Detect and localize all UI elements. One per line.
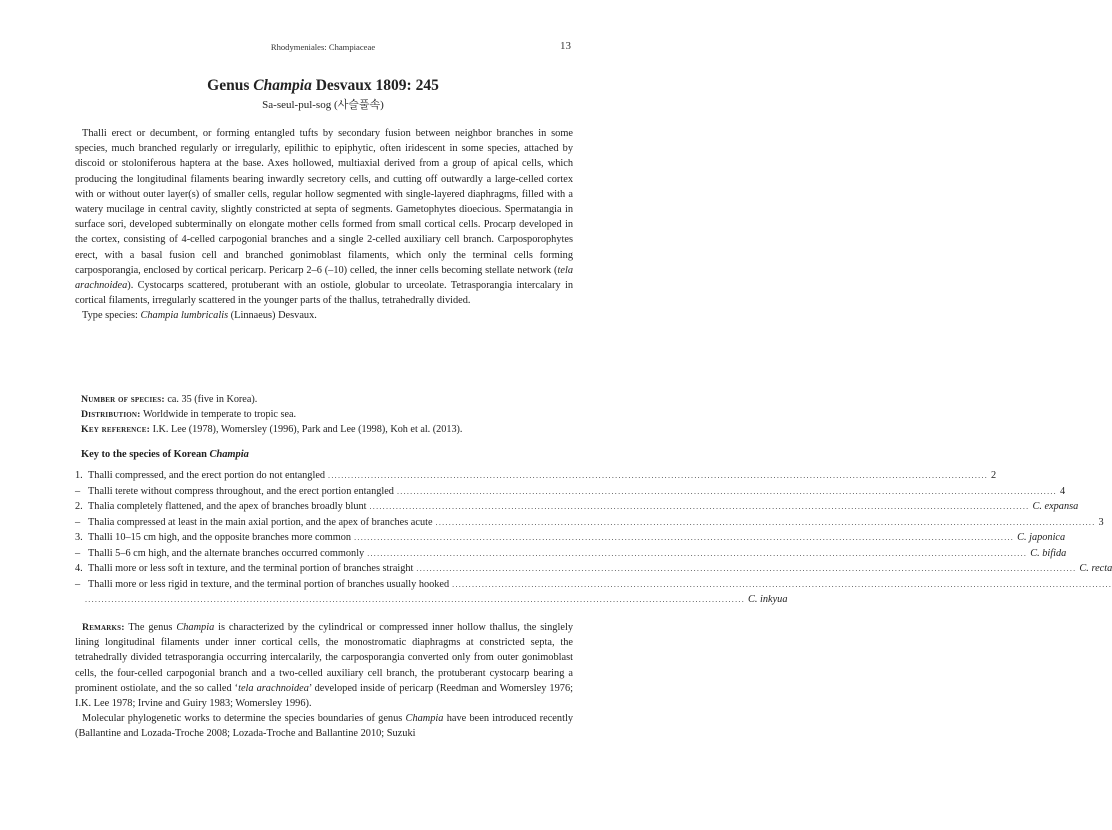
- key-leader-dots: ........................................................................................................................................................................................................: [367, 548, 1028, 558]
- key-row-text: Thalia completely flattened, and the apex of branches broadly blunt: [88, 501, 367, 512]
- key-row-number: 3.: [75, 532, 83, 543]
- description-paragraph: Thalli erect or decumbent, or forming entangled tufts by secondary fusion between neighbor branches in some species, much branched regularly or irregularly, epilithic to epiphytic, often iridescent in some species, attached by discoid or stoloniferous haptera at the base. Axes hollowed, multiaxial derived from a group of apical cells, which producing the longitudinal filaments bearing inwardly secretory cells, and cutting off outwardly a large-celled cortex with or without outer layer(s) of smaller cells, regular hollow segmented with single-layered diaphragms, filled with a watery mucilage in central cavity, slightly constricted at septa of segments. Gametophytes dioecious. Spermatangia in surface sori, developed subterminally on elongate mother cells formed from small cortical cells. Procarp developed in the cortex, consisting of 4-celled carpogonial branches and a single 2-celled auxiliary cell branch. Carposporophytes erect, with a basal fusion cell and branched gonimoblast filaments, which only the terminal cells forming carposporangia, enclosed by cortical pericarp. Pericarp 2–6 (–10) celled, the inner cells becoming stellate network (tela arachnoidea). Cystocarps scattered, protuberant with an ostiole, globular to urceolate. Tetrasporangia intercalary in cortical filaments, irregularly scattered in the younger parts of the thallus, tetrahedrally divided.: [75, 128, 573, 307]
- genus-title: Genus Champia Desvaux 1809: 245: [207, 77, 439, 94]
- distribution: Distribution: Worldwide in temperate to tropic sea.: [81, 409, 297, 420]
- key-row: [75, 546, 1067, 562]
- remarks-section: [75, 620, 573, 742]
- key-row-number: 4.: [75, 563, 83, 574]
- key-row-text: Thalli compressed, and the erect portion do not entangled: [88, 470, 326, 481]
- key-row-result: C. inkyua: [748, 594, 788, 605]
- key-row: [75, 530, 1066, 546]
- key-leader-dots: ........................................................................................................................................................................................................: [435, 517, 1096, 527]
- key-leader-dots: ........................................................................................................................................................................................................: [369, 502, 1030, 511]
- korean-name: Sa-seul-pul-sog (사슬풀속): [262, 99, 384, 111]
- genus-description: [75, 126, 573, 324]
- key-row-text: Thalli terete without compress throughout, and the erect portion entangled: [88, 485, 394, 497]
- key-row-result: C. recta: [1079, 563, 1112, 574]
- remarks-paragraph: Remarks: The genus Champia is characterized by the cylindrical or compressed inner hollow thallus, the singlely lining longitudinal filaments under inner cortical cells, the monostromatic diaphragms at constricted septa, the tetrahedrally divided tetrasporangia occurring intercalarily, the carposporangia converted only from outer gonimoblast cells, the four-celled carpogonial branch and a two-celled auxiliary cell branch, the protuberant cystocarp bearing a prominent ostiolate, and the so called ‘tela arachnoidea’ developed inside of pericarp (Reedman and Womersley 1976; I.K. Lee 1978; Irvine and Guiry 1983; Womersley 1996).: [75, 622, 573, 710]
- key-row-result: C. expansa: [1032, 501, 1079, 512]
- key-leader-dots: ........................................................................................................................................................................................................: [85, 595, 745, 604]
- key-leader-dots: ........................................................................................................................................................................................................: [416, 564, 1077, 573]
- key-row-number: –: [75, 516, 81, 528]
- key-row-text: Thalli 5–6 cm high, and the alternate branches occurred commonly: [88, 547, 365, 559]
- title-block: [0, 76, 646, 113]
- genus-title-name: Champia: [253, 77, 312, 94]
- key-row-text: Thalia compressed at least in the main axial portion, and the apex of branches acute: [88, 516, 433, 528]
- key-row: [75, 499, 1079, 515]
- number-of-species: Number of species: ca. 35 (five in Korea).: [81, 394, 258, 405]
- key-row-number: –: [75, 578, 81, 590]
- key-row: [75, 484, 1066, 500]
- key-row-number: 1.: [75, 470, 83, 481]
- key-leader-dots: ........................................................................................................................................................................................................: [452, 579, 1112, 589]
- key-row: [75, 592, 788, 608]
- key-row-result: C. japonica: [1017, 532, 1066, 543]
- species-key: [75, 468, 1112, 608]
- key-row: [75, 515, 1104, 531]
- key-leader-dots: ........................................................................................................................................................................................................: [354, 533, 1015, 542]
- key-reference: Key reference: I.K. Lee (1978), Womersley (1996), Park and Lee (1998), Koh et al. (2013).: [81, 424, 463, 435]
- key-row-text: Thalli 10–15 cm high, and the opposite branches more common: [88, 532, 352, 543]
- key-leader-dots: ........................................................................................................................................................................................................: [328, 471, 989, 480]
- key-row-number: 2.: [75, 501, 83, 512]
- genus-metadata: [81, 392, 462, 437]
- key-row-number: –: [75, 547, 81, 559]
- key-row: [75, 577, 1112, 593]
- key-leader-dots: ........................................................................................................................................................................................................: [396, 486, 1057, 496]
- key-row-text: Thalli more or less soft in texture, and the terminal portion of branches straight: [88, 563, 414, 574]
- key-row-text: Thalli more or less rigid in texture, and the terminal portion of branches usually hooked: [88, 578, 450, 590]
- key-row-result: C. bifida: [1030, 547, 1067, 559]
- phylogenetic-paragraph: Molecular phylogenetic works to determine the species boundaries of genus Champia have been introduced recently (Ballantine and Lozada-Troche 2008; Lozada-Troche and Ballantine 2010; Suzuki: [75, 713, 573, 740]
- key-row: [75, 468, 997, 484]
- key-row: [75, 561, 1112, 577]
- type-species: Type species: Champia lumbricalis (Linnaeus) Desvaux.: [82, 310, 317, 322]
- key-row-result: 3: [1098, 516, 1104, 528]
- page-number: 13: [560, 40, 571, 52]
- key-heading: Key to the species of Korean Champia: [81, 449, 249, 460]
- key-row-number: –: [75, 485, 81, 497]
- running-head-title: Rhodymeniales: Champiaceae: [270, 42, 376, 52]
- key-row-result: 4: [1059, 485, 1066, 497]
- key-row-result: 2: [991, 470, 997, 481]
